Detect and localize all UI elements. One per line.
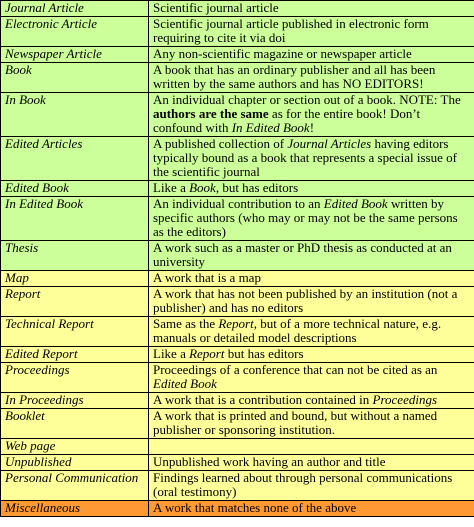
description-cell <box>149 455 474 471</box>
reference-type-cell: Edited Book <box>1 181 149 197</box>
table-row <box>1 93 474 137</box>
description-text: Scientific journal article <box>153 0 279 15</box>
description-cell <box>149 1 474 17</box>
description-cell <box>149 271 474 287</box>
description-text: Edited Book <box>323 196 388 211</box>
description-cell <box>149 471 474 501</box>
reference-type-cell: Book <box>1 63 149 93</box>
description-text: A work that is a contribution contained in <box>153 392 373 407</box>
table-row <box>1 47 474 63</box>
description-cell <box>149 63 474 93</box>
description-cell <box>149 363 474 393</box>
reference-type-cell: In Book <box>1 93 149 137</box>
table-row <box>1 1 474 17</box>
reference-type-cell: Technical Report <box>1 317 149 347</box>
description-cell <box>149 47 474 63</box>
reference-type-cell: Edited Report <box>1 347 149 363</box>
reference-type-cell: Thesis <box>1 241 149 271</box>
description-text: A work that is printed and bound, but without a named publisher or sponsoring institution. <box>153 408 438 437</box>
reference-type-cell: In Proceedings <box>1 393 149 409</box>
reference-type-cell: Electronic Article <box>1 17 149 47</box>
description-cell <box>149 501 474 517</box>
description-text: Findings learned about through personal communications (oral testimony) <box>153 470 453 499</box>
reference-type-cell: Unpublished <box>1 455 149 471</box>
reference-type-table-body <box>1 1 474 517</box>
reference-type-cell: Edited Articles <box>1 137 149 181</box>
description-cell <box>149 137 474 181</box>
reference-type-cell: Miscellaneous <box>1 501 149 517</box>
description-text: written by specific authors (who may or may not be the same persons as the editors) <box>153 196 458 239</box>
reference-type-cell: Proceedings <box>1 363 149 393</box>
reference-type-cell: Map <box>1 271 149 287</box>
description-text: authors are the same <box>153 106 269 121</box>
description-text: A work such as a master or PhD thesis as conducted at an university <box>153 240 452 269</box>
description-text: , but has editors <box>215 180 299 195</box>
description-text: as for the entire book! Don’t confound with <box>153 106 421 135</box>
table-row <box>1 455 474 471</box>
description-text: Report <box>218 316 254 331</box>
description-text: A work that matches none of the above <box>153 500 357 515</box>
description-cell <box>149 287 474 317</box>
table-row <box>1 439 474 455</box>
description-cell <box>149 241 474 271</box>
description-text: ! <box>309 120 315 135</box>
reference-type-cell: Report <box>1 287 149 317</box>
description-text: Unpublished work having an author and title <box>153 454 386 469</box>
description-cell <box>149 439 474 455</box>
description-cell <box>149 93 474 137</box>
description-text: but has editors <box>224 346 304 361</box>
table-row <box>1 241 474 271</box>
table-row <box>1 17 474 47</box>
description-text: An individual chapter or section out of a book. NOTE: The <box>153 92 461 107</box>
description-text: Any non-scientific magazine or newspaper article <box>153 46 412 61</box>
table-row <box>1 347 474 363</box>
description-text: A published collection of <box>153 136 288 151</box>
table-row <box>1 363 474 393</box>
description-cell <box>149 181 474 197</box>
table-row <box>1 317 474 347</box>
description-cell <box>149 393 474 409</box>
description-text: , but of a more technical nature, e.g. manuals or detailed model descriptions <box>153 316 442 345</box>
reference-type-cell: Journal Article <box>1 1 149 17</box>
description-text: Like a <box>153 180 190 195</box>
description-text: Proceedings <box>372 392 438 407</box>
description-text: Proceedings of a conference that can not be cited as an <box>153 362 438 377</box>
table-row <box>1 393 474 409</box>
table-row <box>1 501 474 517</box>
description-text: Book <box>189 180 216 195</box>
description-text: having editors typically bound as a book that represents a special issue of the scientific journal <box>153 136 457 179</box>
description-cell <box>149 17 474 47</box>
description-text: A book that has an ordinary publisher and all has been written by the same authors and has NO EDITORS! <box>153 62 436 91</box>
description-text: Edited Book <box>153 376 217 391</box>
reference-type-cell: Web page <box>1 439 149 455</box>
table-row <box>1 181 474 197</box>
table-row <box>1 271 474 287</box>
description-text: Scientific journal article published in electronic form requiring to cite it via doi <box>153 16 429 45</box>
description-cell <box>149 317 474 347</box>
description-cell <box>149 347 474 363</box>
description-text: Like a <box>153 346 190 361</box>
reference-type-cell: Booklet <box>1 409 149 439</box>
table-row <box>1 63 474 93</box>
description-text: Same as the <box>153 316 219 331</box>
description-text: Report <box>189 346 225 361</box>
description-cell <box>149 409 474 439</box>
description-text: Journal Articles <box>287 136 372 151</box>
reference-type-cell: In Edited Book <box>1 197 149 241</box>
table-row <box>1 409 474 439</box>
table-row <box>1 471 474 501</box>
description-text: An individual contribution to an <box>153 196 324 211</box>
reference-type-cell: Newspaper Article <box>1 47 149 63</box>
description-text: A work that has not been published by an institution (not a publisher) and has no editors <box>153 286 458 315</box>
description-text: In Edited Book <box>231 120 310 135</box>
table-row <box>1 137 474 181</box>
description-text: A work that is a map <box>153 270 261 285</box>
table-row <box>1 197 474 241</box>
description-cell <box>149 197 474 241</box>
reference-type-cell: Personal Communication <box>1 471 149 501</box>
table-row <box>1 287 474 317</box>
